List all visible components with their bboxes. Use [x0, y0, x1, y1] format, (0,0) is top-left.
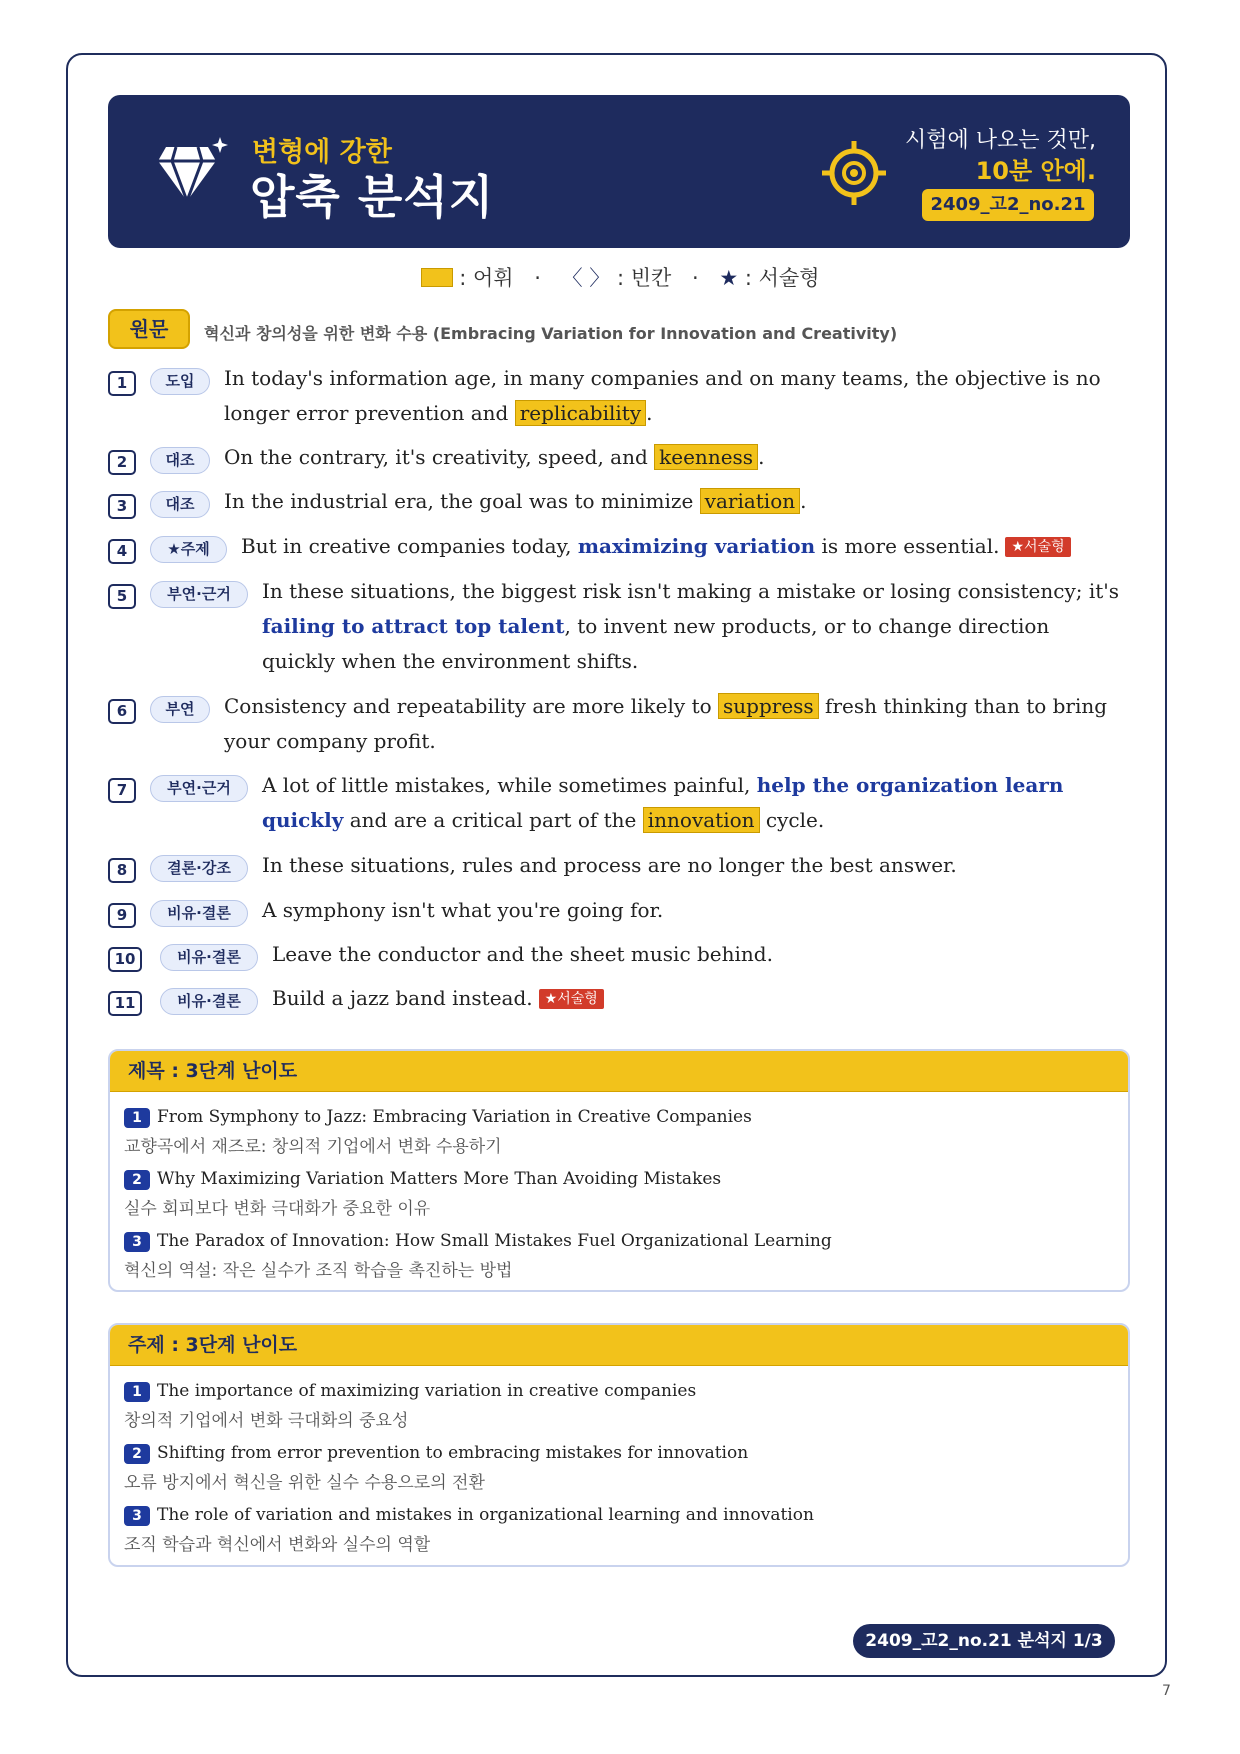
keyword-phrase: help the organization learn quickly	[262, 773, 1064, 832]
item-english: The role of variation and mistakes in organizational learning and innovation	[157, 1505, 814, 1525]
item-korean: 실수 회피보다 변화 극대화가 중요한 이유	[124, 1199, 431, 1219]
sentence-number: 11	[108, 991, 142, 1016]
original-badge: 원문	[108, 309, 190, 349]
sentence-number: 5	[108, 584, 136, 609]
vocab-highlight: keenness	[654, 444, 758, 470]
vocab-highlight: replicability	[515, 400, 646, 426]
sentence-text: Leave the conductor and the sheet music behind.	[272, 942, 773, 966]
sentence-row	[108, 941, 1128, 975]
item-english: From Symphony to Jazz: Embracing Variation in Creative Companies	[157, 1107, 752, 1127]
sentence-tag: 대조	[150, 491, 210, 518]
legend-blank-symbol: 〈 〉	[561, 266, 611, 290]
header-code-badge: 2409_고2_no.21	[922, 189, 1094, 221]
sentence-number: 2	[108, 450, 136, 475]
sentence-tag: 대조	[150, 447, 210, 474]
sentence-row	[108, 693, 1128, 761]
sentence-text: Consistency and repeatability are more likely to suppress fresh thinking than to bring your company profit.	[224, 694, 1108, 753]
sentence-tag: 도입	[150, 368, 210, 395]
sentence-number: 3	[108, 494, 136, 519]
sentence-tag: ★주제	[150, 536, 227, 563]
list-item	[124, 1505, 814, 1555]
sentence-number: 6	[108, 699, 136, 724]
header-title: 압축 분석지	[250, 170, 495, 224]
legend-essay: : 서술형	[744, 266, 820, 290]
item-number: 2	[124, 1444, 150, 1464]
item-korean: 혁신의 역설: 작은 실수가 조직 학습을 촉진하는 방법	[124, 1261, 513, 1281]
sentence-row	[108, 985, 1128, 1019]
sentence-row	[108, 772, 1128, 840]
list-item	[124, 1169, 721, 1219]
page-number: 7	[1162, 1683, 1171, 1699]
sentence-tag: 결론·강조	[150, 855, 248, 882]
item-number: 3	[124, 1232, 150, 1252]
legend-vocab: : 어휘	[459, 266, 514, 290]
target-icon	[821, 140, 887, 206]
original-description: 혁신과 창의성을 위한 변화 수용 (Embracing Variation for Innovation and Creativity)	[204, 324, 898, 343]
footer-badge: 2409_고2_no.21 분석지 1/3	[853, 1624, 1115, 1658]
item-number: 1	[124, 1108, 150, 1128]
vocab-highlight: variation	[700, 488, 800, 514]
sentence-tag: 부연·근거	[150, 581, 248, 608]
item-number: 1	[124, 1382, 150, 1402]
item-korean: 조직 학습과 혁신에서 변화와 실수의 역할	[124, 1535, 431, 1555]
item-english: Shifting from error prevention to embracing mistakes for innovation	[157, 1443, 749, 1463]
item-english: The importance of maximizing variation in creative companies	[157, 1381, 697, 1401]
list-item	[124, 1107, 752, 1157]
header-tagline-2: 10분 안에.	[975, 157, 1096, 185]
list-item	[124, 1381, 696, 1431]
title-box	[108, 1049, 1130, 1292]
essay-badge: ★서술형	[1005, 537, 1070, 557]
item-korean: 교향곡에서 재즈로: 창의적 기업에서 변화 수용하기	[124, 1137, 502, 1157]
item-number: 2	[124, 1170, 150, 1190]
list-item	[124, 1231, 832, 1281]
legend	[0, 262, 1240, 292]
item-korean: 창의적 기업에서 변화 극대화의 중요성	[124, 1411, 409, 1431]
item-english: Why Maximizing Variation Matters More Than Avoiding Mistakes	[157, 1169, 722, 1189]
sentence-number: 4	[108, 539, 136, 564]
star-icon: ★	[719, 266, 739, 290]
sentence-tag: 부연·근거	[150, 775, 248, 802]
sentence-row	[108, 578, 1128, 680]
diamond-icon	[158, 135, 228, 207]
topic-box	[108, 1323, 1130, 1567]
keyword-phrase: failing to attract top talent	[262, 614, 565, 638]
sentence-row	[108, 533, 1128, 567]
sentence-number: 7	[108, 778, 136, 803]
sentence-text: Build a jazz band instead. ★서술형	[272, 981, 1128, 1016]
sentence-text: A symphony isn't what you're going for.	[262, 898, 664, 922]
item-korean: 오류 방지에서 혁신을 위한 실수 수용으로의 전환	[124, 1473, 485, 1493]
essay-badge: ★서술형	[539, 989, 604, 1009]
item-english: The Paradox of Innovation: How Small Mistakes Fuel Organizational Learning	[157, 1231, 832, 1251]
list-item	[124, 1443, 748, 1493]
sentence-text: On the contrary, it's creativity, speed, and keenness .	[224, 445, 765, 469]
keyword-phrase: maximizing variation	[577, 534, 816, 558]
sentence-text: But in creative companies today, maximizing variation is more essential. ★서술형	[241, 529, 1128, 564]
sentence-row	[108, 852, 1128, 886]
header-tagline-1: 시험에 나오는 것만,	[905, 128, 1096, 153]
sentence-tag: 비유·결론	[160, 944, 258, 971]
sentence-text: A lot of little mistakes, while sometimes painful, help the organization learn quickly and are a critical part of the innovation cycle.	[262, 773, 1064, 832]
sentence-number: 8	[108, 858, 136, 883]
sentence-row	[108, 444, 1128, 478]
vocab-swatch	[421, 268, 453, 287]
header-subtitle: 변형에 강한	[252, 137, 392, 168]
topic-box-heading: 주제 : 3단계 난이도	[110, 1325, 1128, 1366]
sentence-text: In today's information age, in many companies and on many teams, the objective is no longer error prevention and replicability .	[224, 366, 1101, 425]
sentence-number: 1	[108, 371, 136, 396]
sentence-text: In these situations, rules and process are no longer the best answer.	[262, 853, 957, 877]
sentence-number: 9	[108, 903, 136, 928]
sentence-row	[108, 897, 1128, 931]
header-banner	[108, 95, 1130, 248]
sentence-number: 10	[108, 947, 142, 972]
legend-separator: ·	[534, 266, 541, 290]
title-box-heading: 제목 : 3단계 난이도	[110, 1051, 1128, 1092]
legend-blank: : 빈칸	[616, 266, 672, 290]
item-number: 3	[124, 1506, 150, 1526]
sentence-tag: 비유·결론	[160, 988, 258, 1015]
sentence-text: In the industrial era, the goal was to minimize variation .	[224, 489, 807, 513]
sentence-row	[108, 488, 1128, 522]
sentence-row	[108, 365, 1128, 433]
legend-separator: ·	[691, 266, 699, 290]
vocab-highlight: innovation	[643, 807, 760, 833]
sentence-text: In these situations, the biggest risk isn't making a mistake or losing consistency; it's failing to attract top talent, to invent new products, or to change direction quickly when the environment shifts.	[262, 579, 1120, 673]
sentence-tag: 비유·결론	[150, 900, 248, 927]
vocab-highlight: suppress	[718, 693, 819, 719]
sentence-tag: 부연	[150, 696, 210, 723]
